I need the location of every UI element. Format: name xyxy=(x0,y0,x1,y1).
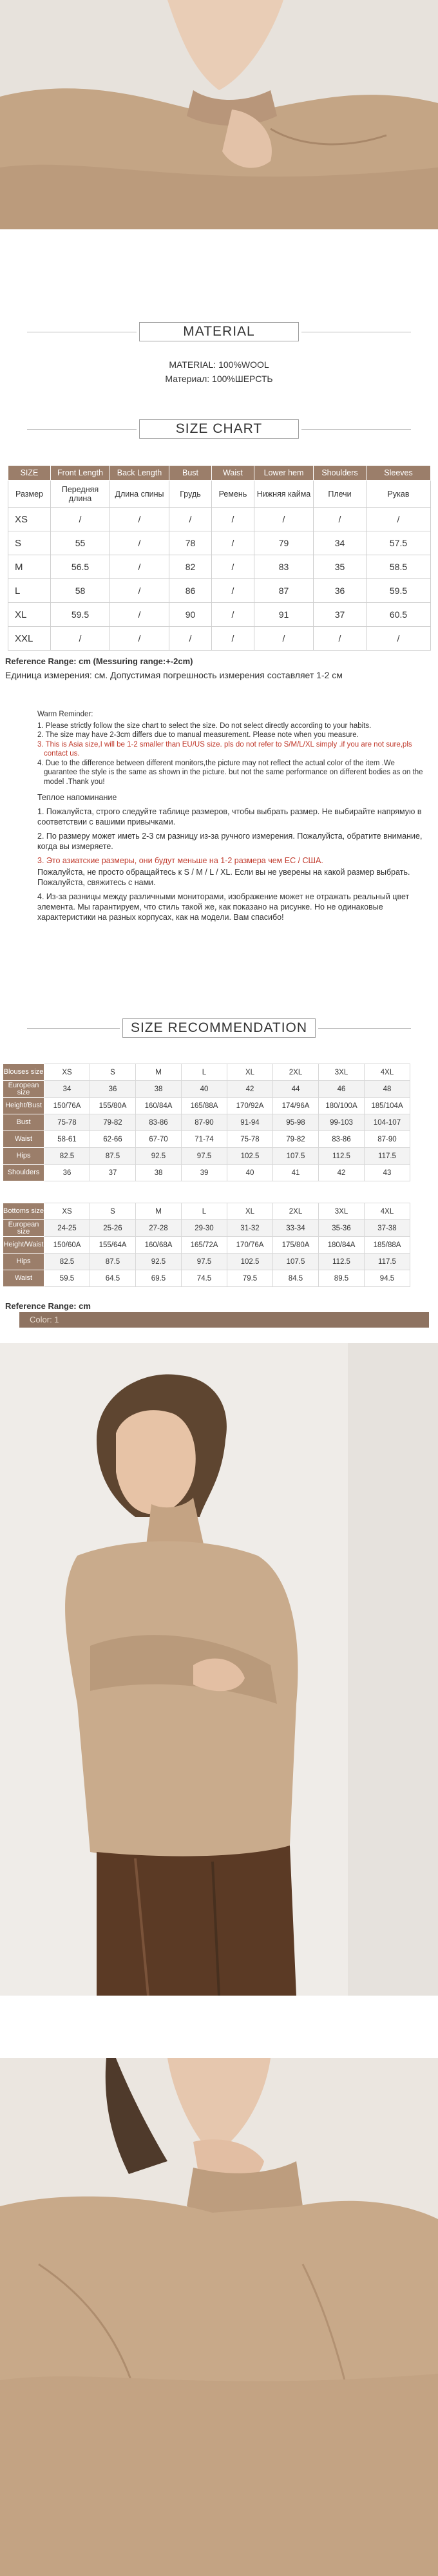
size-value-cell: 60.5 xyxy=(367,603,431,627)
size-value-cell: 78 xyxy=(169,531,212,555)
row-header-cell: Height/Waist xyxy=(3,1237,44,1254)
material-heading xyxy=(0,320,438,345)
size-chart-unit-ru: Единица измерения: см. Допустимая погрешность измерения составляет 1-2 см xyxy=(5,670,343,680)
size-value-cell: 56.5 xyxy=(51,555,110,579)
header-cell: Sleeves xyxy=(367,466,431,481)
size-value-cell: / xyxy=(212,508,254,531)
size-value-cell: / xyxy=(367,508,431,531)
reminder-item: 3. This is Asia size,I will be 1-2 smaller than EU/US size. pls do not refer to S/M/L/XL simply .if you are not sure,pls contact us. xyxy=(37,740,412,758)
row-header-cell: Blouses size xyxy=(3,1064,44,1081)
header-cell: SIZE xyxy=(8,466,51,481)
material-info xyxy=(0,358,438,386)
measure-cell: 79.5 xyxy=(227,1270,273,1287)
ru-reminder-item: 1. Пожалуйста, строго следуйте таблице размеров, чтобы выбрать размер. Не выбирайте напрямую в соответствии с вашими привычками. xyxy=(37,807,422,826)
measure-cell: 33-34 xyxy=(273,1220,319,1237)
row-header-cell: European size xyxy=(3,1081,44,1098)
size-value-cell: 37 xyxy=(314,603,367,627)
measure-cell: 38 xyxy=(136,1165,182,1181)
size-label-cell: XXL xyxy=(8,627,51,651)
header-cell: Bust xyxy=(169,466,212,481)
measure-cell: 170/76A xyxy=(227,1237,273,1254)
size-header-cell: M xyxy=(136,1203,182,1220)
recommendation-row xyxy=(3,1148,410,1165)
measure-cell: 150/60A xyxy=(44,1237,90,1254)
ru-header-cell: Плечи xyxy=(314,481,367,508)
row-header-cell: Shoulders xyxy=(3,1165,44,1181)
size-label-cell: XL xyxy=(8,603,51,627)
ru-header-cell: Длина спины xyxy=(110,481,169,508)
model-photo xyxy=(0,1343,438,1996)
size-header-cell: S xyxy=(90,1203,136,1220)
size-value-cell: / xyxy=(314,627,367,651)
measure-cell: 97.5 xyxy=(182,1254,227,1270)
size-chart-row xyxy=(8,603,431,627)
row-header-cell: Waist xyxy=(3,1270,44,1287)
size-value-cell: 58 xyxy=(51,579,110,603)
measure-cell: 41 xyxy=(273,1165,319,1181)
measure-cell: 87.5 xyxy=(90,1254,136,1270)
ru-reminder-item: 2. По размеру может иметь 2-3 см разницу из-за ручного измерения. Пожалуйста, обратите внимание, когда вы измеряете. xyxy=(37,832,423,851)
size-chart-row xyxy=(8,555,431,579)
measure-cell: 58-61 xyxy=(44,1131,90,1148)
measure-cell: 48 xyxy=(365,1081,410,1098)
size-value-cell: / xyxy=(254,627,314,651)
measure-cell: 71-74 xyxy=(182,1131,227,1148)
size-value-cell: 86 xyxy=(169,579,212,603)
measure-cell: 42 xyxy=(319,1165,365,1181)
ru-reminder-item: Пожалуйста, не просто обращайтесь к S / M / L / XL. Если вы не уверены на какой размер выбрать. Пожалуйста, свяжитесь с нами. xyxy=(37,868,410,887)
material-line-en: MATERIAL: 100%WOOL xyxy=(169,359,269,370)
measure-cell: 170/92A xyxy=(227,1098,273,1114)
measure-cell: 37-38 xyxy=(365,1220,410,1237)
measure-cell: 75-78 xyxy=(227,1131,273,1148)
row-header-cell: Waist xyxy=(3,1131,44,1148)
recommendation-row xyxy=(3,1165,410,1181)
measure-cell: 75-78 xyxy=(44,1114,90,1131)
size-value-cell: / xyxy=(110,579,169,603)
size-header-cell: XS xyxy=(44,1064,90,1081)
recommendation-row xyxy=(3,1114,410,1131)
size-header-cell: 3XL xyxy=(319,1064,365,1081)
measure-cell: 46 xyxy=(319,1081,365,1098)
measure-cell: 107.5 xyxy=(273,1148,319,1165)
ru-header-cell: Передняя длина xyxy=(51,481,110,508)
reminder-item: 4. Due to the difference between different monitors,the picture may not reflect the actual color of the item .We guarantee the style is the same as shown in the picture. but not the same performance on different bodies as on the model .Thank you! xyxy=(37,759,423,786)
measure-cell: 99-103 xyxy=(319,1114,365,1131)
header-cell: Front Length xyxy=(51,466,110,481)
measure-cell: 34 xyxy=(44,1081,90,1098)
measure-cell: 174/96A xyxy=(273,1098,319,1114)
measure-cell: 29-30 xyxy=(182,1220,227,1237)
measure-cell: 79-82 xyxy=(90,1114,136,1131)
measure-cell: 35-36 xyxy=(319,1220,365,1237)
measure-cell: 40 xyxy=(182,1081,227,1098)
recommendation-row xyxy=(3,1270,410,1287)
ru-reminder-title: Теплое напоминание xyxy=(37,793,117,802)
size-label-cell: M xyxy=(8,555,51,579)
size-value-cell: 57.5 xyxy=(367,531,431,555)
measure-cell: 87-90 xyxy=(182,1114,227,1131)
measure-cell: 87.5 xyxy=(90,1148,136,1165)
color-label-bar xyxy=(19,1312,429,1328)
size-value-cell: 79 xyxy=(254,531,314,555)
size-value-cell: / xyxy=(212,603,254,627)
recommendation-row xyxy=(3,1237,410,1254)
color-label: Color: 1 xyxy=(30,1315,59,1324)
row-header-cell: Bust xyxy=(3,1114,44,1131)
measure-cell: 91-94 xyxy=(227,1114,273,1131)
header-cell: Lower hem xyxy=(254,466,314,481)
size-value-cell: 36 xyxy=(314,579,367,603)
size-value-cell: 59.5 xyxy=(367,579,431,603)
material-line-ru: Материал: 100%ШЕРСТЬ xyxy=(165,374,273,384)
measure-cell: 67-70 xyxy=(136,1131,182,1148)
size-chart-row xyxy=(8,579,431,603)
recommendation-row xyxy=(3,1254,410,1270)
measure-cell: 39 xyxy=(182,1165,227,1181)
size-label-cell: XS xyxy=(8,508,51,531)
recommendation-row xyxy=(3,1220,410,1237)
measure-cell: 95-98 xyxy=(273,1114,319,1131)
measure-cell: 82.5 xyxy=(44,1254,90,1270)
measure-cell: 94.5 xyxy=(365,1270,410,1287)
measure-cell: 92.5 xyxy=(136,1254,182,1270)
header-cell: Shoulders xyxy=(314,466,367,481)
size-value-cell: / xyxy=(169,508,212,531)
reminder-item: 2. The size may have 2-3cm differs due to manual measurement. Please note when you measure. xyxy=(37,731,359,739)
measure-cell: 102.5 xyxy=(227,1148,273,1165)
row-header-cell: Height/Bust xyxy=(3,1098,44,1114)
measure-cell: 155/80A xyxy=(90,1098,136,1114)
material-heading-text: MATERIAL xyxy=(139,322,299,341)
bottom-product-photo xyxy=(0,2058,438,2576)
measure-cell: 104-107 xyxy=(365,1114,410,1131)
size-chart-row xyxy=(8,508,431,531)
measure-cell: 112.5 xyxy=(319,1148,365,1165)
size-value-cell: 87 xyxy=(254,579,314,603)
size-chart-body xyxy=(8,508,431,651)
measure-cell: 92.5 xyxy=(136,1148,182,1165)
row-header-cell: Bottoms size xyxy=(3,1203,44,1220)
ru-header-cell: Грудь xyxy=(169,481,212,508)
measure-cell: 180/84A xyxy=(319,1237,365,1254)
size-value-cell: / xyxy=(314,508,367,531)
measure-cell: 180/100A xyxy=(319,1098,365,1114)
size-value-cell: 35 xyxy=(314,555,367,579)
warm-reminder-ru xyxy=(37,792,424,926)
size-value-cell: 83 xyxy=(254,555,314,579)
measure-cell: 44 xyxy=(273,1081,319,1098)
measure-cell: 185/88A xyxy=(365,1237,410,1254)
size-chart-heading xyxy=(0,417,438,443)
measure-cell: 117.5 xyxy=(365,1254,410,1270)
measure-cell: 36 xyxy=(44,1165,90,1181)
recommendation-size-row xyxy=(3,1064,410,1081)
measure-cell: 38 xyxy=(136,1081,182,1098)
ru-header-cell: Рукав xyxy=(367,481,431,508)
measure-cell: 74.5 xyxy=(182,1270,227,1287)
row-header-cell: European size xyxy=(3,1220,44,1237)
measure-cell: 175/80A xyxy=(273,1237,319,1254)
size-value-cell: / xyxy=(254,508,314,531)
reminder-title: Warm Reminder: xyxy=(37,711,93,718)
recommendation-reference: Reference Range: cm xyxy=(5,1301,91,1311)
size-chart-table xyxy=(8,465,431,651)
measure-cell: 117.5 xyxy=(365,1148,410,1165)
measure-cell: 83-86 xyxy=(136,1114,182,1131)
measure-cell: 87-90 xyxy=(365,1131,410,1148)
measure-cell: 37 xyxy=(90,1165,136,1181)
measure-cell: 83-86 xyxy=(319,1131,365,1148)
size-value-cell: / xyxy=(110,603,169,627)
size-header-cell: XL xyxy=(227,1203,273,1220)
size-header-cell: 3XL xyxy=(319,1203,365,1220)
size-value-cell: / xyxy=(110,531,169,555)
size-value-cell: / xyxy=(169,627,212,651)
size-chart-row xyxy=(8,627,431,651)
measure-cell: 69.5 xyxy=(136,1270,182,1287)
size-chart-row xyxy=(8,531,431,555)
size-chart-ru-header-row xyxy=(8,481,431,508)
warm-reminder xyxy=(37,710,424,787)
measure-cell: 36 xyxy=(90,1081,136,1098)
size-value-cell: 59.5 xyxy=(51,603,110,627)
recommendation-size-row xyxy=(3,1203,410,1220)
size-value-cell: / xyxy=(212,627,254,651)
measure-cell: 59.5 xyxy=(44,1270,90,1287)
reminder-item: 1. Please strictly follow the size chart to select the size. Do not select directly according to your habits. xyxy=(37,721,372,730)
size-value-cell: / xyxy=(110,627,169,651)
ru-header-cell: Размер xyxy=(8,481,51,508)
measure-cell: 24-25 xyxy=(44,1220,90,1237)
ru-header-cell: Ремень xyxy=(212,481,254,508)
size-chart-heading-text: SIZE CHART xyxy=(139,419,299,439)
size-value-cell: / xyxy=(212,555,254,579)
size-header-cell: XS xyxy=(44,1203,90,1220)
top-product-photo xyxy=(0,0,438,229)
ru-reminder-item: 3. Это азиатские размеры, они будут меньше на 1-2 размера чем EC / США. xyxy=(37,856,323,865)
header-cell: Waist xyxy=(212,466,254,481)
measure-cell: 62-66 xyxy=(90,1131,136,1148)
size-value-cell: / xyxy=(51,508,110,531)
size-value-cell: / xyxy=(110,508,169,531)
size-value-cell: / xyxy=(51,627,110,651)
size-header-cell: 4XL xyxy=(365,1064,410,1081)
measure-cell: 160/84A xyxy=(136,1098,182,1114)
measure-cell: 89.5 xyxy=(319,1270,365,1287)
size-header-cell: 2XL xyxy=(273,1203,319,1220)
size-header-cell: L xyxy=(182,1064,227,1081)
measure-cell: 185/104A xyxy=(365,1098,410,1114)
size-recommendation-heading xyxy=(0,1016,438,1042)
measure-cell: 97.5 xyxy=(182,1148,227,1165)
row-header-cell: Hips xyxy=(3,1254,44,1270)
recommendation-row xyxy=(3,1081,410,1098)
measure-cell: 107.5 xyxy=(273,1254,319,1270)
header-cell: Back Length xyxy=(110,466,169,481)
size-header-cell: 4XL xyxy=(365,1203,410,1220)
measure-cell: 165/88A xyxy=(182,1098,227,1114)
size-value-cell: 34 xyxy=(314,531,367,555)
size-chart-header-row xyxy=(8,466,431,481)
measure-cell: 64.5 xyxy=(90,1270,136,1287)
size-value-cell: / xyxy=(110,555,169,579)
size-header-cell: S xyxy=(90,1064,136,1081)
size-chart-reference: Reference Range: cm (Messuring range:+-2cm) xyxy=(5,656,193,666)
measure-cell: 31-32 xyxy=(227,1220,273,1237)
bottoms-size-table xyxy=(3,1203,410,1287)
size-header-cell: L xyxy=(182,1203,227,1220)
size-value-cell: 91 xyxy=(254,603,314,627)
size-value-cell: 82 xyxy=(169,555,212,579)
ru-header-cell: Нижняя кайма xyxy=(254,481,314,508)
size-header-cell: XL xyxy=(227,1064,273,1081)
measure-cell: 40 xyxy=(227,1165,273,1181)
measure-cell: 79-82 xyxy=(273,1131,319,1148)
measure-cell: 25-26 xyxy=(90,1220,136,1237)
measure-cell: 42 xyxy=(227,1081,273,1098)
size-value-cell: 58.5 xyxy=(367,555,431,579)
measure-cell: 155/64A xyxy=(90,1237,136,1254)
recommendation-row xyxy=(3,1098,410,1114)
measure-cell: 150/76A xyxy=(44,1098,90,1114)
measure-cell: 160/68A xyxy=(136,1237,182,1254)
row-header-cell: Hips xyxy=(3,1148,44,1165)
measure-cell: 165/72A xyxy=(182,1237,227,1254)
size-value-cell: 55 xyxy=(51,531,110,555)
size-label-cell: L xyxy=(8,579,51,603)
measure-cell: 43 xyxy=(365,1165,410,1181)
measure-cell: 112.5 xyxy=(319,1254,365,1270)
size-header-cell: 2XL xyxy=(273,1064,319,1081)
size-value-cell: 90 xyxy=(169,603,212,627)
size-value-cell: / xyxy=(367,627,431,651)
size-value-cell: / xyxy=(212,579,254,603)
size-header-cell: M xyxy=(136,1064,182,1081)
recommendation-row xyxy=(3,1131,410,1148)
measure-cell: 82.5 xyxy=(44,1148,90,1165)
measure-cell: 84.5 xyxy=(273,1270,319,1287)
size-value-cell: / xyxy=(212,531,254,555)
ru-reminder-item: 4. Из-за разницы между различными мониторами, изображение может не отражать реальный цвет элемента. Мы гарантируем, что стиль такой же, как показано на рисунке. Но не одинаковые характеристики на разных корпусах, как на модели. Вам спасибо! xyxy=(37,892,410,922)
blouses-size-table xyxy=(3,1064,410,1181)
size-label-cell: S xyxy=(8,531,51,555)
measure-cell: 27-28 xyxy=(136,1220,182,1237)
measure-cell: 102.5 xyxy=(227,1254,273,1270)
size-recommendation-heading-text: SIZE RECOMMENDATION xyxy=(122,1018,316,1038)
